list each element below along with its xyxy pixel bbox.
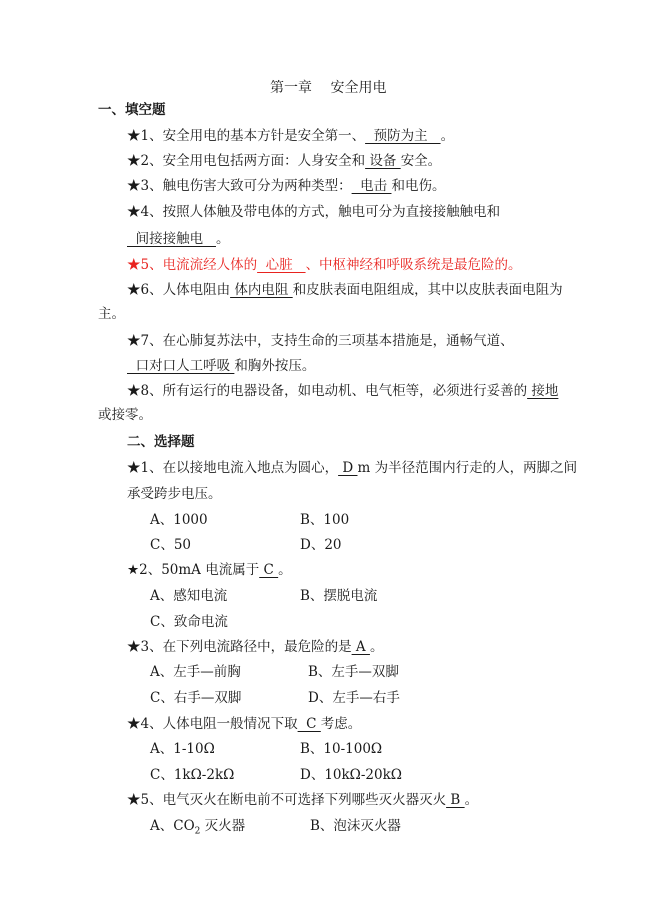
- fill-question-7-line2: [127, 357, 315, 375]
- option-b: B、100: [300, 512, 350, 528]
- question-text: ★2、安全用电包括两方面：人身安全和: [127, 153, 366, 169]
- choice-question-3: [127, 638, 383, 656]
- fill-question-4-line2: [127, 230, 229, 248]
- question-text: ★1、安全用电的基本方针是安全第一、: [127, 128, 366, 144]
- option-c: C、致命电流: [150, 614, 228, 630]
- option-a: A、左手—前胸: [150, 664, 241, 680]
- question-text: m 为半径范围内行走的人，两脚之间: [357, 460, 578, 476]
- fill-question-1: [127, 127, 454, 145]
- fill-question-2: [127, 152, 441, 170]
- question-text: ★5、电气灭火在断电前不可选择下列哪些灭火器灭火: [127, 792, 447, 808]
- fill-question-8-line1: [127, 382, 558, 400]
- answer-blank: 预防为主: [365, 128, 441, 144]
- answer-blank: 电击: [351, 178, 392, 194]
- fill-question-5: [127, 256, 522, 274]
- subscript: 2: [194, 826, 201, 837]
- question-text: ★5、电流流经人体的: [127, 257, 258, 273]
- option-a: A、1000: [150, 512, 208, 528]
- question-text: ★2、50mA 电流属于: [127, 562, 260, 578]
- question-text: 和皮肤表面电阻组成，其中以皮肤表面电阻为: [292, 282, 563, 298]
- option-b: B、泡沫灭火器: [310, 818, 401, 834]
- option-a: A、感知电流: [150, 588, 228, 604]
- question-text: 安全。: [400, 153, 442, 169]
- question-text: 。: [464, 792, 479, 808]
- answer-blank: 心脏: [257, 257, 306, 273]
- question-text: 。: [278, 562, 292, 578]
- fill-question-7-line1: ★7、在心肺复苏法中，支持生命的三项基本措施是，通畅气道、: [127, 333, 514, 349]
- option-d: D、20: [300, 537, 342, 553]
- answer-blank: 间接接触电: [127, 231, 216, 247]
- choice-question-2: [127, 561, 292, 579]
- question-text: 、中枢神经和呼吸系统是最危险的。: [305, 257, 522, 273]
- choice-question-1-line2: 承受跨步电压。: [127, 486, 222, 502]
- question-text: ★4、人体电阻一般情况下取: [127, 716, 298, 732]
- question-text: ★1、在以接地电流入地点为圆心，: [127, 460, 339, 476]
- answer-blank: D: [338, 460, 358, 476]
- answer-blank: 接地: [527, 383, 559, 399]
- fill-question-6-line1: [127, 281, 563, 299]
- question-text: 和电伤。: [391, 178, 446, 194]
- option-b: B、10-100Ω: [300, 741, 383, 757]
- question-text: 。: [440, 128, 455, 144]
- choice-question-5: [127, 791, 478, 809]
- fill-question-8-line2: 或接零。: [98, 407, 152, 423]
- answer-blank: 体内电阻: [230, 282, 293, 298]
- answer-blank: 口对口人工呼吸: [127, 358, 235, 374]
- question-text: ★3、触电伤害大致可分为两种类型：: [127, 178, 352, 194]
- option-a: [150, 817, 245, 841]
- question-text: ★3、在下列电流路径中，最危险的是: [127, 639, 352, 655]
- option-b: B、左手—双脚: [308, 664, 399, 680]
- question-text: ★6、人体电阻由: [127, 282, 231, 298]
- answer-blank: C: [297, 716, 321, 732]
- option-text: 灭火器: [200, 818, 246, 834]
- answer-blank: B: [446, 792, 465, 808]
- fill-question-6-line2: 主。: [98, 306, 125, 322]
- fill-question-3: [127, 177, 445, 195]
- option-d: D、10kΩ-20kΩ: [300, 767, 402, 783]
- question-text: 和胸外按压。: [234, 358, 316, 374]
- option-a: A、1-10Ω: [150, 741, 215, 757]
- option-d: D、左手—右手: [308, 690, 400, 706]
- option-c: C、1kΩ-2kΩ: [150, 767, 235, 783]
- answer-blank: A: [351, 639, 370, 655]
- fill-question-4-line1: ★4、按照人体触及带电体的方式，触电可分为直接接触触电和: [127, 204, 501, 220]
- question-text: 。: [369, 639, 384, 655]
- question-text: 。: [215, 231, 230, 247]
- chapter-title: 第一章 安全用电: [270, 80, 387, 96]
- option-text: A、CO: [150, 818, 195, 834]
- answer-blank: C: [259, 562, 279, 578]
- choice-question-4: [127, 715, 361, 733]
- option-b: B、摆脱电流: [300, 588, 378, 604]
- answer-blank: 设备: [365, 153, 401, 169]
- question-text: 考虑。: [320, 716, 362, 732]
- section-heading-fill-in: 一、填空题: [98, 102, 166, 118]
- option-c: C、右手—双脚: [150, 690, 242, 706]
- question-text: ★8、所有运行的电器设备，如电动机、电气柜等，必须进行妥善的: [127, 383, 528, 399]
- option-c: C、50: [150, 537, 192, 553]
- section-heading-choice: 二、选择题: [127, 434, 195, 450]
- choice-question-1-line1: [127, 459, 577, 477]
